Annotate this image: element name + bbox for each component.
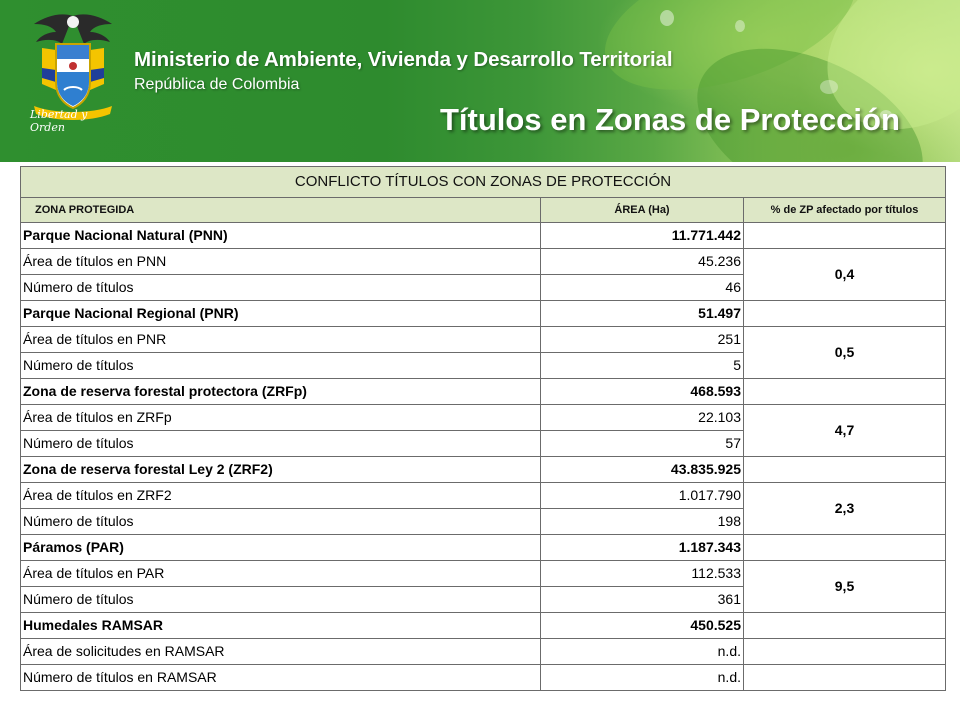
zone-label: Zona de reserva forestal Ley 2 (ZRF2)	[21, 457, 541, 483]
zone-label: Número de títulos	[21, 587, 541, 613]
area-value: 46	[541, 275, 744, 301]
table-row	[21, 561, 946, 587]
zone-label: Área de títulos en ZRFp	[21, 405, 541, 431]
motto-text: Libertad y Orden	[30, 108, 88, 134]
leaf-decoration	[735, 20, 745, 32]
area-value: 5	[541, 353, 744, 379]
area-value: 450.525	[541, 613, 744, 639]
percent-cell	[744, 457, 946, 483]
area-value: 57	[541, 431, 744, 457]
table-row	[21, 301, 946, 327]
table-title-row	[21, 167, 946, 198]
zone-label: Número de títulos	[21, 431, 541, 457]
table-row	[21, 665, 946, 691]
area-value: 11.771.442	[541, 223, 744, 249]
area-value: 22.103	[541, 405, 744, 431]
zone-label: Número de títulos	[21, 275, 541, 301]
area-value: 198	[541, 509, 744, 535]
zone-label: Área de títulos en ZRF2	[21, 483, 541, 509]
percent-cell	[744, 379, 946, 405]
table-row	[21, 483, 946, 509]
zone-label: Parque Nacional Regional (PNR)	[21, 301, 541, 327]
leaf-decoration	[820, 80, 838, 94]
area-value: 468.593	[541, 379, 744, 405]
ministry-name: Ministerio de Ambiente, Vivienda y Desarrollo Territorial	[134, 48, 673, 71]
area-value: 45.236	[541, 249, 744, 275]
percent-value: 9,5	[744, 561, 946, 613]
column-header-area: ÁREA (Ha)	[541, 198, 744, 223]
percent-value: 0,4	[744, 249, 946, 301]
zone-label: Humedales RAMSAR	[21, 613, 541, 639]
column-header-zone: ZONA PROTEGIDA	[21, 198, 541, 223]
zone-label: Área de títulos en PAR	[21, 561, 541, 587]
table-row	[21, 223, 946, 249]
area-value: n.d.	[541, 639, 744, 665]
zone-label: Área de títulos en PNN	[21, 249, 541, 275]
header-banner	[0, 0, 960, 162]
zone-label: Número de títulos	[21, 353, 541, 379]
table-row	[21, 405, 946, 431]
percent-cell	[744, 223, 946, 249]
zone-label: Área de solicitudes en RAMSAR	[21, 639, 541, 665]
table-row	[21, 379, 946, 405]
zone-label: Páramos (PAR)	[21, 535, 541, 561]
area-value: 1.187.343	[541, 535, 744, 561]
percent-cell	[744, 301, 946, 327]
percent-value: 2,3	[744, 483, 946, 535]
area-value: 51.497	[541, 301, 744, 327]
table-row	[21, 535, 946, 561]
republic-name: República de Colombia	[134, 76, 300, 93]
percent-cell	[744, 535, 946, 561]
table-title: CONFLICTO TÍTULOS CON ZONAS DE PROTECCIÓN	[21, 167, 946, 198]
leaf-decoration	[660, 10, 674, 26]
column-header-percent: % de ZP afectado por títulos	[744, 198, 946, 223]
table-row	[21, 613, 946, 639]
zone-label: Zona de reserva forestal protectora (ZRFp)	[21, 379, 541, 405]
percent-value: 0,5	[744, 327, 946, 379]
percent-value: 4,7	[744, 405, 946, 457]
percent-cell	[744, 639, 946, 665]
zone-label: Número de títulos en RAMSAR	[21, 665, 541, 691]
table-row	[21, 327, 946, 353]
table-row	[21, 457, 946, 483]
zone-label: Número de títulos	[21, 509, 541, 535]
area-value: 112.533	[541, 561, 744, 587]
slide-title: Títulos en Zonas de Protección	[440, 102, 900, 137]
area-value: 361	[541, 587, 744, 613]
table-row	[21, 639, 946, 665]
area-value: 251	[541, 327, 744, 353]
percent-cell	[744, 665, 946, 691]
area-value: 1.017.790	[541, 483, 744, 509]
zone-label: Área de títulos en PNR	[21, 327, 541, 353]
area-value: n.d.	[541, 665, 744, 691]
table-header-row	[21, 198, 946, 223]
percent-cell	[744, 613, 946, 639]
conflict-table	[20, 166, 946, 691]
table-row	[21, 249, 946, 275]
zone-label: Parque Nacional Natural (PNN)	[21, 223, 541, 249]
area-value: 43.835.925	[541, 457, 744, 483]
